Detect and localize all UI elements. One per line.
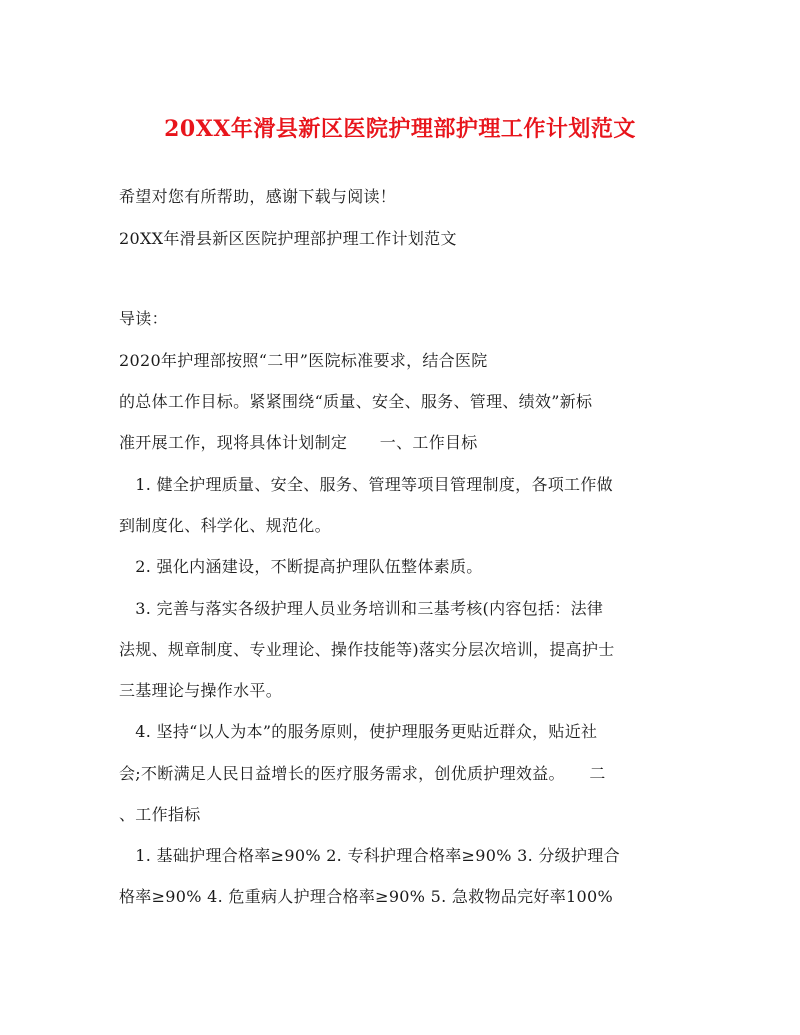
text-line: 法规、规章制度、专业理论、操作技能等)落实分层次培训，提高护士 — [119, 640, 615, 659]
text-line: 2. 强化内涵建设，不断提高护理队伍整体素质。 — [119, 557, 483, 576]
text-line-subtitle: 20XX年滑县新区医院护理部护理工作计划范文 — [119, 229, 457, 248]
text-line-greeting: 希望对您有所帮助，感谢下载与阅读！ — [119, 187, 397, 206]
text-line: 3. 完善与落实各级护理人员业务培训和三基考核(内容包括：法律 — [119, 599, 604, 618]
document-title: 20XX年滑县新区医院护理部护理工作计划范文 — [164, 116, 636, 142]
text-line: 三基理论与操作水平。 — [119, 681, 283, 700]
text-line: 准开展工作，现将具体计划制定 一、工作目标 — [119, 433, 478, 452]
text-line: 会;不断满足人民日益增长的医疗服务需求，创优质护理效益。 二 — [119, 764, 606, 783]
text-line: 格率≥90% 4. 危重病人护理合格率≥90% 5. 急救物品完好率100% — [119, 887, 613, 906]
text-line: 的总体工作目标。紧紧围绕“质量、安全、服务、管理、绩效”新标 — [119, 392, 593, 411]
text-line: 2020年护理部按照“二甲”医院标准要求，结合医院 — [119, 351, 488, 370]
text-line: 4. 坚持“以人为本”的服务原则，使护理服务更贴近群众，贴近社 — [119, 722, 598, 741]
text-line: 到制度化、科学化、规范化。 — [119, 516, 331, 535]
text-line: 1. 健全护理质量、安全、服务、管理等项目管理制度，各项工作做 — [119, 475, 613, 494]
text-line: 1. 基础护理合格率≥90% 2. 专科护理合格率≥90% 3. 分级护理合 — [119, 846, 620, 865]
text-line: 、工作指标 — [119, 805, 201, 824]
text-line-intro-label: 导读： — [119, 309, 168, 328]
